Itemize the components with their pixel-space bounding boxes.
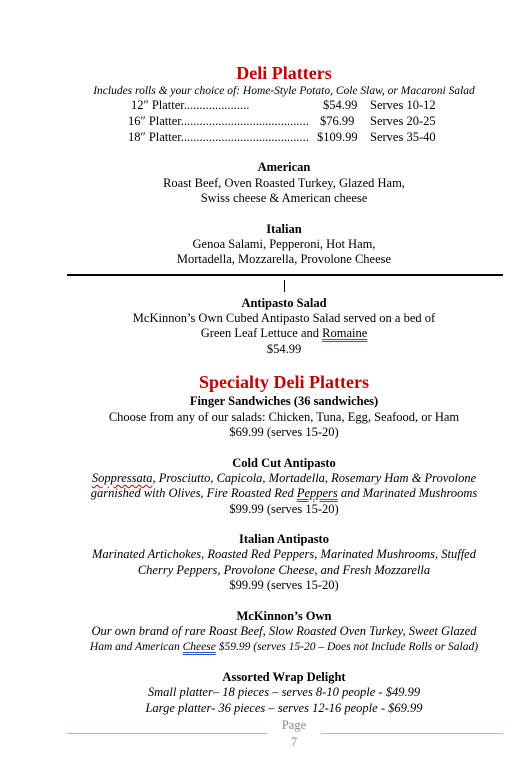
row-dots: ......................................... bbox=[180, 130, 309, 144]
american-line2: Swiss cheese & American cheese bbox=[200, 191, 368, 205]
finger-sandwiches-heading: Finger Sandwiches (36 sandwiches) bbox=[189, 394, 379, 408]
mckinnons-own-line1: Our own brand of rare Roast Beef, Slow Roasted Oven Turkey, Sweet Glazed bbox=[91, 624, 477, 638]
text-cursor bbox=[284, 280, 285, 292]
cold-cut-line2 bbox=[0, 486, 520, 501]
specialty-title: Specialty Deli Platters bbox=[199, 372, 369, 392]
footer-rule-left bbox=[67, 733, 267, 734]
italian-line1: Genoa Salami, Pepperoni, Hot Ham, bbox=[192, 237, 376, 251]
italian-line2: Mortadella, Mozzarella, Provolone Cheese bbox=[176, 252, 392, 266]
grammar-flagged-word[interactable]: Peppers bbox=[296, 486, 338, 500]
price-row-16-serves bbox=[370, 114, 436, 129]
row-size: 18″ Platter bbox=[128, 130, 181, 144]
grammar-flagged-word[interactable]: Romaine bbox=[322, 326, 368, 340]
price-row-16 bbox=[128, 114, 309, 129]
italian-antipasto-heading: Italian Antipasto bbox=[239, 532, 329, 546]
price-row-18-price bbox=[317, 130, 358, 145]
row-size: 12″ Platter bbox=[131, 98, 184, 112]
price-row-12-price bbox=[323, 98, 357, 113]
italian-antipasto-line2: Cherry Peppers, Provolone Cheese, and Fresh Mozzarella bbox=[137, 563, 431, 577]
line-text: and Marinated Mushrooms bbox=[337, 486, 478, 500]
deli-platters-intro: Includes rolls & your choice of: Home-Style Potato, Cole Slaw, or Macaroni Salad bbox=[93, 85, 475, 97]
finger-sandwiches-line1: Choose from any of our salads: Chicken, Tuna, Egg, Seafood, or Ham bbox=[108, 410, 460, 424]
wrap-line1: Small platter– 18 pieces – serves 8-10 people - $49.99 bbox=[147, 685, 421, 699]
price-row-18-serves bbox=[370, 130, 436, 145]
wrap-line2: Large platter- 36 pieces – serves 12-16 people - $69.99 bbox=[145, 701, 423, 715]
row-price: $76.99 bbox=[320, 114, 355, 128]
footer-page-label: Page bbox=[281, 718, 307, 732]
grammar-flagged-word[interactable]: Cheese bbox=[182, 641, 216, 653]
price-row-12 bbox=[131, 98, 249, 113]
row-dots: ......................................... bbox=[180, 114, 309, 128]
antipasto-salad-line1: McKinnon’s Own Cubed Antipasto Salad served on a bed of bbox=[132, 311, 436, 325]
line-text: $59.99 (serves 15-20 – Does not Include Rolls or Salad) bbox=[215, 641, 479, 653]
row-price: $109.99 bbox=[317, 130, 358, 144]
row-price: $54.99 bbox=[323, 98, 358, 112]
cold-cut-heading: Cold Cut Antipasto bbox=[232, 456, 336, 470]
line-text: , Prosciutto, Capicola, Mortadella, Rosemary Ham & Provolone bbox=[152, 471, 477, 485]
deli-platters-title: Deli Platters bbox=[236, 63, 332, 83]
antipasto-salad-price: $54.99 bbox=[266, 342, 302, 356]
line-text: garnished with Olives, Fire Roasted Red bbox=[90, 486, 297, 500]
line-text: Green Leaf Lettuce and bbox=[200, 326, 323, 340]
price-row-12-serves bbox=[370, 98, 436, 113]
finger-sandwiches-price: $69.99 (serves 15-20) bbox=[229, 425, 339, 439]
footer-page-number: 7 bbox=[290, 735, 298, 749]
price-row-16-price bbox=[320, 114, 354, 129]
american-heading: American bbox=[257, 160, 311, 174]
antipasto-salad-line2 bbox=[0, 326, 520, 341]
italian-antipasto-price: $99.99 (serves 15-20) bbox=[229, 578, 339, 592]
cold-cut-line1 bbox=[0, 471, 520, 486]
row-dots: ..................... bbox=[183, 98, 250, 112]
antipasto-salad-heading: Antipasto Salad bbox=[241, 296, 327, 310]
row-size: 16″ Platter bbox=[128, 114, 181, 128]
italian-antipasto-line1: Marinated Artichokes, Roasted Red Peppers, Marinated Mushrooms, Stuffed bbox=[92, 547, 476, 561]
italian-heading: Italian bbox=[266, 222, 302, 236]
cold-cut-price: $99.99 (serves 15-20) bbox=[229, 502, 339, 516]
row-serves: Serves 10-12 bbox=[370, 98, 436, 112]
footer-rule-right bbox=[321, 733, 503, 734]
line-text: Ham and American bbox=[89, 641, 183, 653]
mckinnons-own-heading: McKinnon’s Own bbox=[236, 609, 332, 623]
spelling-flagged-word[interactable]: Soppressata bbox=[91, 471, 153, 485]
american-line1: Roast Beef, Oven Roasted Turkey, Glazed Ham, bbox=[163, 176, 405, 190]
section-divider bbox=[67, 274, 503, 276]
wrap-heading: Assorted Wrap Delight bbox=[222, 670, 346, 684]
price-row-18 bbox=[128, 130, 309, 145]
mckinnons-own-line2 bbox=[0, 640, 520, 655]
row-serves: Serves 20-25 bbox=[370, 114, 436, 128]
row-serves: Serves 35-40 bbox=[370, 130, 436, 144]
